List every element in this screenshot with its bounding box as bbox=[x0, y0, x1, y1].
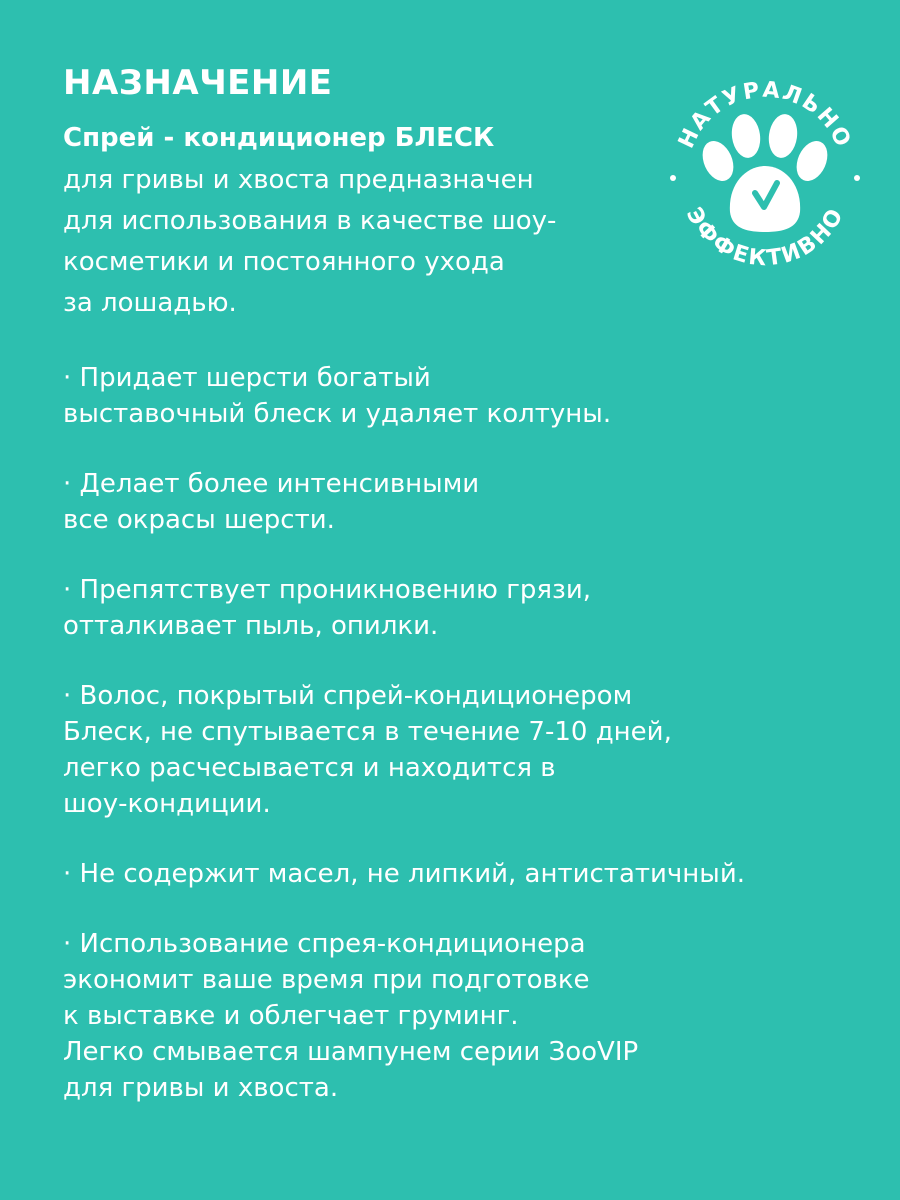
product-description bbox=[63, 160, 623, 324]
page-heading: НАЗНАЧЕНИЕ bbox=[63, 63, 333, 103]
benefit-item bbox=[63, 678, 863, 822]
benefit-line: выставочный блеск и удаляет колтуны. bbox=[63, 399, 612, 429]
product-title: Спрей - кондиционер БЛЕСК bbox=[63, 123, 495, 153]
natural-effective-badge bbox=[660, 62, 870, 282]
benefit-line: Блеск, не спутывается в течение 7-10 дней, bbox=[63, 717, 672, 747]
benefit-line: экономит ваше время при подготовке bbox=[63, 965, 590, 995]
benefit-line: · Придает шерсти богатый bbox=[63, 363, 431, 393]
badge-dot-left bbox=[670, 175, 676, 181]
benefit-line: · Препятствует проникновению грязи, bbox=[63, 575, 591, 605]
benefit-line: все окрасы шерсти. bbox=[63, 505, 335, 535]
benefit-line: для гривы и хвоста. bbox=[63, 1073, 339, 1103]
benefit-line: · Не содержит масел, не липкий, антистатичный. bbox=[63, 859, 745, 889]
benefit-line: отталкивает пыль, опилки. bbox=[63, 611, 439, 641]
benefit-line: · Использование спрея-кондиционера bbox=[63, 929, 586, 959]
benefit-line: · Делает более интенсивными bbox=[63, 469, 480, 499]
benefit-line: · Волос, покрытый спрей-кондиционером bbox=[63, 681, 633, 711]
description-line: для гривы и хвоста предназначен bbox=[63, 165, 534, 195]
description-line: для использования в качестве шоу- bbox=[63, 206, 557, 236]
benefit-line: к выставке и облегчает груминг. bbox=[63, 1001, 519, 1031]
badge-top-text: НАТУРАЛЬНО bbox=[674, 77, 856, 153]
benefit-item bbox=[63, 856, 863, 892]
badge-dot-right bbox=[854, 175, 860, 181]
description-line: за лошадью. bbox=[63, 288, 237, 318]
benefit-line: шоу-кондиции. bbox=[63, 789, 271, 819]
paw-icon bbox=[697, 112, 834, 232]
benefit-line: легко расчесывается и находится в bbox=[63, 753, 556, 783]
benefit-item bbox=[63, 466, 863, 538]
benefit-item bbox=[63, 360, 863, 432]
benefit-item bbox=[63, 572, 863, 644]
benefit-line: Легко смывается шампунем серии ЗооVIP bbox=[63, 1037, 639, 1067]
description-line: косметики и постоянного ухода bbox=[63, 247, 505, 277]
badge-bottom-text: ЭФФЕКТИВНО bbox=[680, 203, 850, 272]
benefit-item bbox=[63, 926, 863, 1106]
badge-graphic bbox=[660, 62, 870, 282]
benefits-list bbox=[63, 360, 863, 1140]
